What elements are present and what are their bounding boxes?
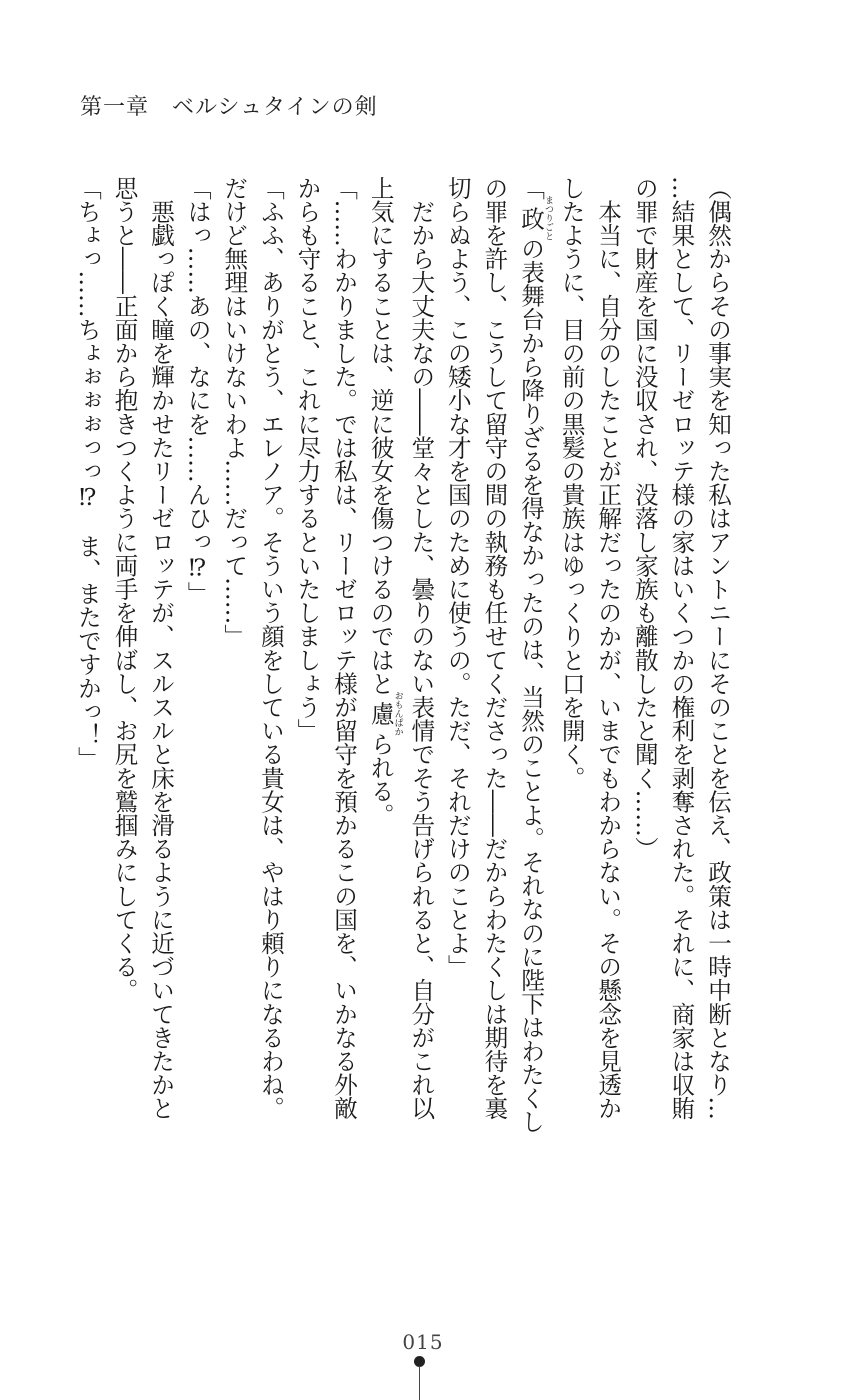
ruby-base: 慮 [366, 691, 395, 737]
text-line: 本当に、自分のしたことが正解だったのかが、いまでもわからない。その懸念を見透か [594, 176, 623, 1120]
text-line: 「……わかりました。では私は、リーゼロッテ様が留守を預かるこの国を、いかなる外敵 [330, 176, 359, 1120]
text-line: …結果として、リーゼロッテ様の家はいくつかの権利を剥奪された。それに、商家は収賄 [667, 176, 696, 1120]
text-line: 「はっ……あの、なにを……んひっ⁉」 [183, 176, 212, 606]
ruby-base: 政 [517, 195, 546, 241]
text-line: 悪戯っぽく瞳を輝かせたリーゼロッテが、スルスルと床を滑るように近づいてきたかと [147, 176, 176, 1120]
line-text: 「 [517, 176, 546, 200]
text-line [512, 176, 554, 1134]
text-line: 「ちょっ……ちょぉぉぉっっ⁉ ま、またですかっ！」 [73, 176, 102, 771]
body-text [69, 176, 736, 1134]
text-line: だけど無理はいけないわよ……だって……」 [220, 176, 249, 648]
ruby-reading: おもんぱか [392, 691, 403, 737]
text-line: 思うと――正面から抱きつくように両手を伸ばし、お尻を鷲掴みにしてくる。 [110, 176, 139, 1002]
ruby-reading: まつりごと [543, 195, 554, 241]
text-line: 切らぬよう、この矮小な才を国のために使うの。ただ、それだけのことよ」 [443, 176, 472, 979]
text-line: からも守ること、これに尽力するといたしましょう」 [293, 176, 322, 743]
text-line: だから大丈夫なの――堂々とした、曇りのない表情でそう告げられると、自分がこれ以 [407, 176, 436, 1120]
text-line: の罪を許し、こうして留守の間の執務も任せてくださった――だからわたくしは期待を裏 [480, 176, 509, 1120]
text-line [362, 176, 403, 1126]
page-number: 015 [402, 1330, 444, 1354]
line-text: られる。 [366, 732, 395, 827]
text-line: （偶然からその事実を知った私はアントニーにそのことを伝え、政策は一時中断となり… [704, 176, 732, 1120]
text-line: 「ふふ、ありがとう、エレノア。そういう顔をしている貴女は、やはり頼りになるわね。 [256, 176, 285, 1120]
line-text: 上気にすることは、逆に彼女を傷つけるのではと [366, 176, 395, 696]
ruby-annotation [366, 691, 403, 737]
page-marker-line [419, 1366, 420, 1400]
chapter-header: 第一章 ベルシュタインの剣 [80, 95, 378, 120]
text-line: したように、目の前の黒髪の貴族はゆっくりと口を開く。 [557, 176, 586, 790]
text-line: の罪で財産を国に没収され、没落し家族も離散したと聞く……） [630, 176, 659, 861]
ruby-annotation [517, 195, 554, 241]
line-text: の表舞台から降りざるを得なかったのは、当然のことよ。それなのに陛下はわたくし [517, 236, 546, 1134]
